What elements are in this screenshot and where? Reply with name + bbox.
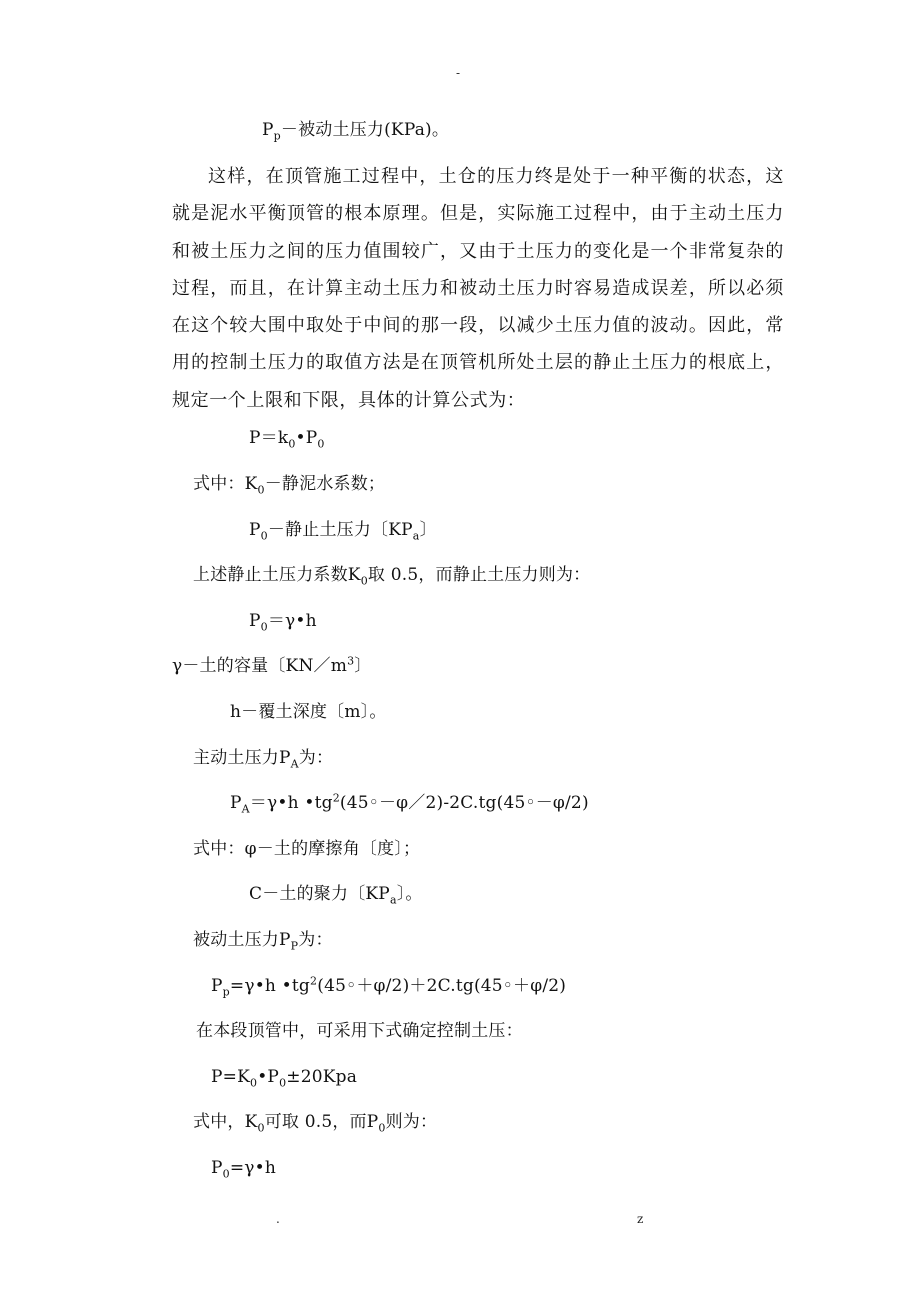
- p0-definition: $P_0-$静止土压力〔$KP_a$〕: [249, 520, 437, 543]
- where-k0: 式中：$K_0-$静泥水系数；: [193, 474, 386, 497]
- k0-note: 上述静止土压力系数$K_0$取 0.5，而静止土压力则为：: [193, 565, 591, 588]
- footer-left-mark: .: [276, 1212, 280, 1226]
- formula-control-pressure: $P=K_0•P_0\pm 20Kpa$: [211, 1067, 358, 1090]
- passive-pressure-definition: [262, 118, 449, 142]
- definition-text: －被动土压力(KPa)。: [280, 120, 450, 140]
- active-pressure-title: 主动土压力$P_A$为：: [193, 748, 334, 771]
- formula-p0: $P_0=\gamma•h$: [249, 611, 317, 634]
- footer-right-mark: z: [637, 1212, 644, 1226]
- body-paragraph: 这样，在顶管施工过程中，土仓的压力终是处于一种平衡的状态，这就是泥水平衡顶管的根本原理。但是，实际施工过程中，由于主动土压力和被土压力之间的压力值围较广，又由于土压力的变化是一个非常复杂的过程，而且，在计算主动土压力和被动土压力时容易造成误差，所以必须在这个较大围中取处于中间的那一段，以减少土压力值的波动。因此，常用的控制土压力的取值方法是在顶管机所处土层的静止土压力的根底上，规定一个上限和下限，具体的计算公式为：: [172, 166, 784, 411]
- passive-pressure-title: 被动土压力$P_P$为：: [193, 930, 333, 953]
- where-k0-value: 式中，$K_0$可取 0.5，而$P_0$则为：: [193, 1112, 438, 1135]
- phi-definition: 式中：φ－土的摩擦角〔度〕；: [193, 839, 421, 859]
- formula-active-pressure: $P_A=\gamma•h$ $•tg^2(45◦-\varphi/2)-2C.tg(45◦-\varphi/2)$: [230, 791, 589, 816]
- subscript: p: [273, 129, 281, 143]
- c-definition: C－土的聚力〔$KP_a$〕。: [249, 884, 423, 907]
- h-definition: h－覆土深度〔m〕。: [230, 702, 387, 722]
- formula-p: $P=k_0•P_0$: [249, 428, 325, 451]
- formula-passive-pressure: $P_p=\gamma•h$ $•tg^2(45◦+\varphi/2)+2C.tg(45◦+\varphi/2)$: [211, 974, 567, 999]
- header-mark: -: [456, 66, 461, 80]
- section-note: 在本段顶管中，可采用下式确定控制土压：: [196, 1021, 523, 1041]
- symbol-p: P: [262, 120, 274, 140]
- formula-p0-final: $P_0=\gamma•h$: [211, 1158, 277, 1181]
- gamma-definition: γ－土的容量〔$KN/m^3$〕: [172, 654, 372, 676]
